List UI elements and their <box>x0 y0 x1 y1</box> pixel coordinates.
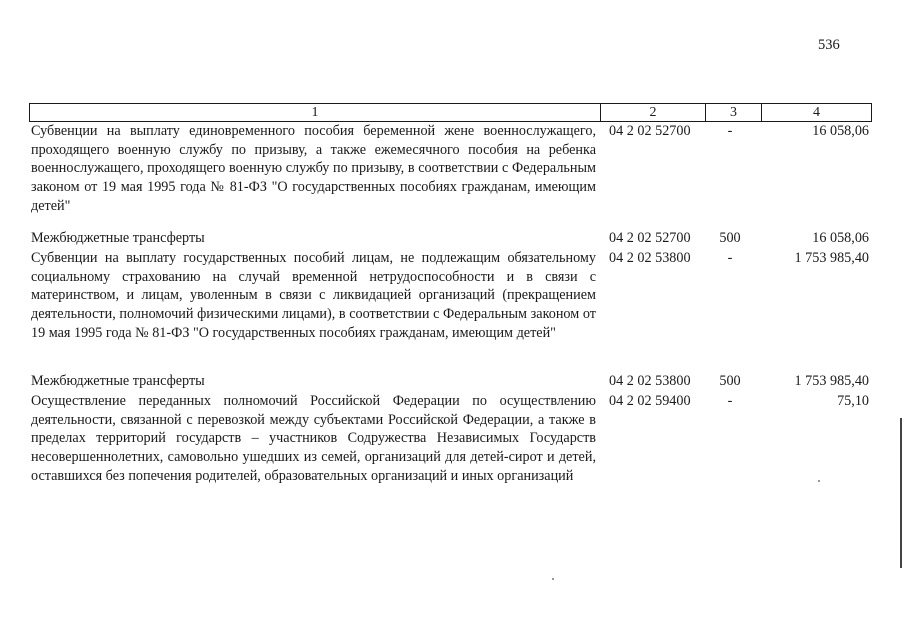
header-col-1: 1 <box>30 104 601 121</box>
row-description: Межбюджетные трансферты <box>31 373 205 389</box>
row-amount: 1 753 985,40 <box>794 250 869 266</box>
row-code: 04 2 02 53800 <box>609 373 691 389</box>
row-expense-type: - <box>727 393 733 409</box>
table-header <box>29 103 872 122</box>
row-amount: 75,10 <box>837 393 869 409</box>
row-expense-type: 500 <box>719 230 741 246</box>
header-col-4: 4 <box>813 105 820 120</box>
row-amount: 16 058,06 <box>812 230 869 246</box>
row-code: 04 2 02 52700 <box>609 123 691 139</box>
scan-speck <box>552 578 554 580</box>
row-code: 04 2 02 53800 <box>609 250 691 266</box>
row-code: 04 2 02 59400 <box>609 393 691 409</box>
scan-speck <box>818 480 820 482</box>
row-description: Субвенции на выплату единовременного пособия беременной жене военнослужащего, проходящего военную службу по призыву, а также ежемесячного пособия на ребенка военнослужащего, проходящего военную службу по призыву, в соответствии с Федеральным законом от 19 мая 1995 года № 81-ФЗ "О государственных пособиях гражданам, имеющим детей" <box>31 123 596 214</box>
row-amount: 1 753 985,40 <box>794 373 869 389</box>
row-expense-type: - <box>727 250 733 266</box>
row-description: Межбюджетные трансферты <box>31 230 205 246</box>
row-code: 04 2 02 52700 <box>609 230 691 246</box>
row-description: Осуществление переданных полномочий Российской Федерации по осуществлению деятельности, связанной с перевозкой между субъектами Российской Федерации, а также в пределах территорий государств – участников Содружества Независимых Государств несовершеннолетних, самовольно ушедших из семей, организаций для детей-сирот и детей, оставшихся без попечения родителей, образовательных организаций и иных организаций <box>31 393 596 484</box>
header-col-3: 3 <box>706 104 762 121</box>
header-col-2: 2 <box>601 104 706 121</box>
row-amount: 16 058,06 <box>812 123 869 139</box>
page-number: 536 <box>818 37 840 53</box>
row-description: Субвенции на выплату государственных пособий лицам, не подлежащим обязательному социальному страхованию на случай временной нетрудоспособности и в связи с материнством, и лицам, уволенным в связи с ликвидацией организаций (прекращением деятельности, полномочий физическими лицами), в соответствии с Федеральным законом от 19 мая 1995 года № 81-ФЗ "О государственных пособиях гражданам, имеющим детей" <box>31 250 596 341</box>
row-expense-type: 500 <box>719 373 741 389</box>
scan-edge-line <box>900 418 902 568</box>
row-expense-type: - <box>727 123 733 139</box>
